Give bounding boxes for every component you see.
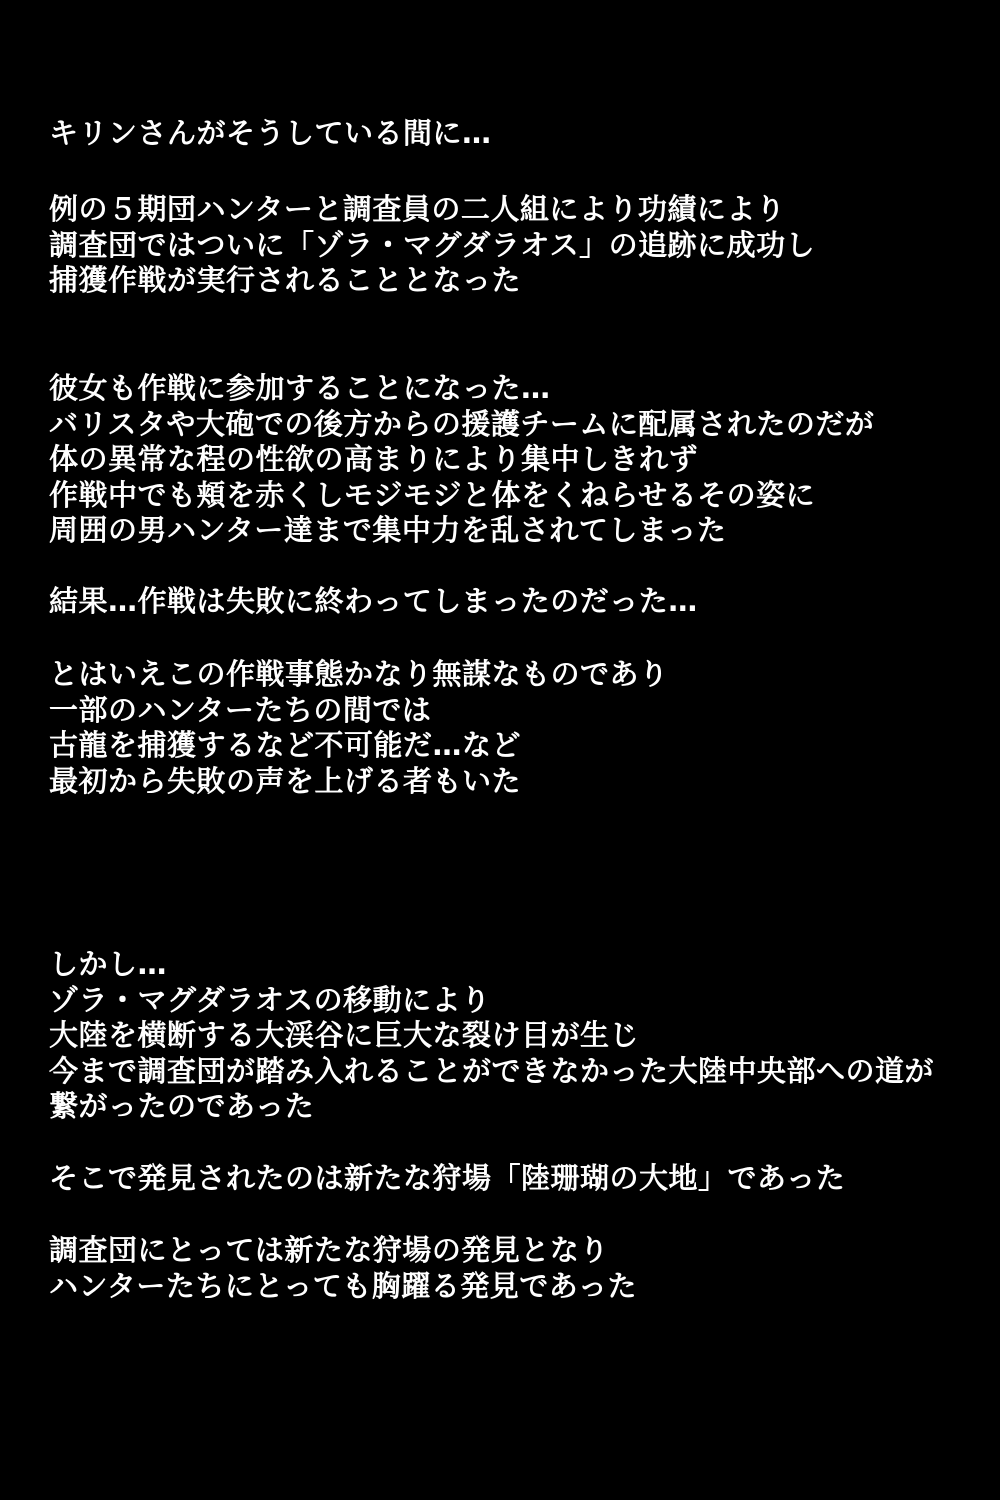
story-line: 捕獲作戦が実行されることとなった [49, 263, 522, 297]
story-line: 大陸を横断する大渓谷に巨大な裂け目が生じ [49, 1018, 640, 1052]
story-line: 調査団ではついに「ゾラ・マグダラオス」の追跡に成功し [49, 227, 816, 262]
story-section-criticism [49, 657, 992, 799]
story-section-result [49, 584, 992, 620]
story-line: そこで発見されたのは新たな狩場「陸珊瑚の大地」であった [49, 1161, 846, 1195]
story-line: 結果…作戦は失敗に終わってしまったのだった… [49, 584, 698, 618]
story-line: 調査団にとっては新たな狩場の発見となり [49, 1233, 609, 1267]
story-line: 体の異常な程の性欲の高まりにより集中しきれず [49, 442, 699, 476]
story-section-operation-start [49, 192, 992, 299]
story-line: 彼女も作戦に参加することになった… [49, 371, 551, 405]
story-line: 繋がったのであった [49, 1089, 315, 1123]
story-line: とはいえこの作戦事態かなり無謀なものであり [49, 657, 669, 691]
story-line: ゾラ・マグダラオスの移動により [49, 982, 491, 1017]
story-line: しかし… [49, 947, 168, 981]
story-line: 最初から失敗の声を上げる者もいた [49, 763, 522, 798]
story-line: 例の５期団ハンターと調査員の二人組により功績により [49, 192, 786, 226]
story-line: 今まで調査団が踏み入れることができなかった大陸中央部への道が [49, 1053, 935, 1088]
story-line: 一部のハンターたちの間では [49, 692, 432, 727]
story-section-her-participation [49, 371, 992, 549]
story-line: キリンさんがそうしている間に… [49, 116, 492, 150]
story-section-conclusion [49, 1233, 992, 1304]
story-line: 周囲の男ハンター達まで集中力を乱されてしまった [49, 513, 727, 547]
story-section-however [49, 947, 992, 1125]
story-line: 古龍を捕獲するなど不可能だ…など [49, 728, 522, 762]
story-line: ハンターたちにとっても胸躍る発見であった [49, 1268, 637, 1303]
story-section-intro [49, 116, 992, 152]
story-line: 作戦中でも頬を赤くしモジモジと体をくねらせるその姿に [49, 477, 816, 512]
story-section-new-area [49, 1161, 992, 1197]
story-line: バリスタや大砲での後方からの援護チームに配属されたのだが [49, 406, 875, 441]
